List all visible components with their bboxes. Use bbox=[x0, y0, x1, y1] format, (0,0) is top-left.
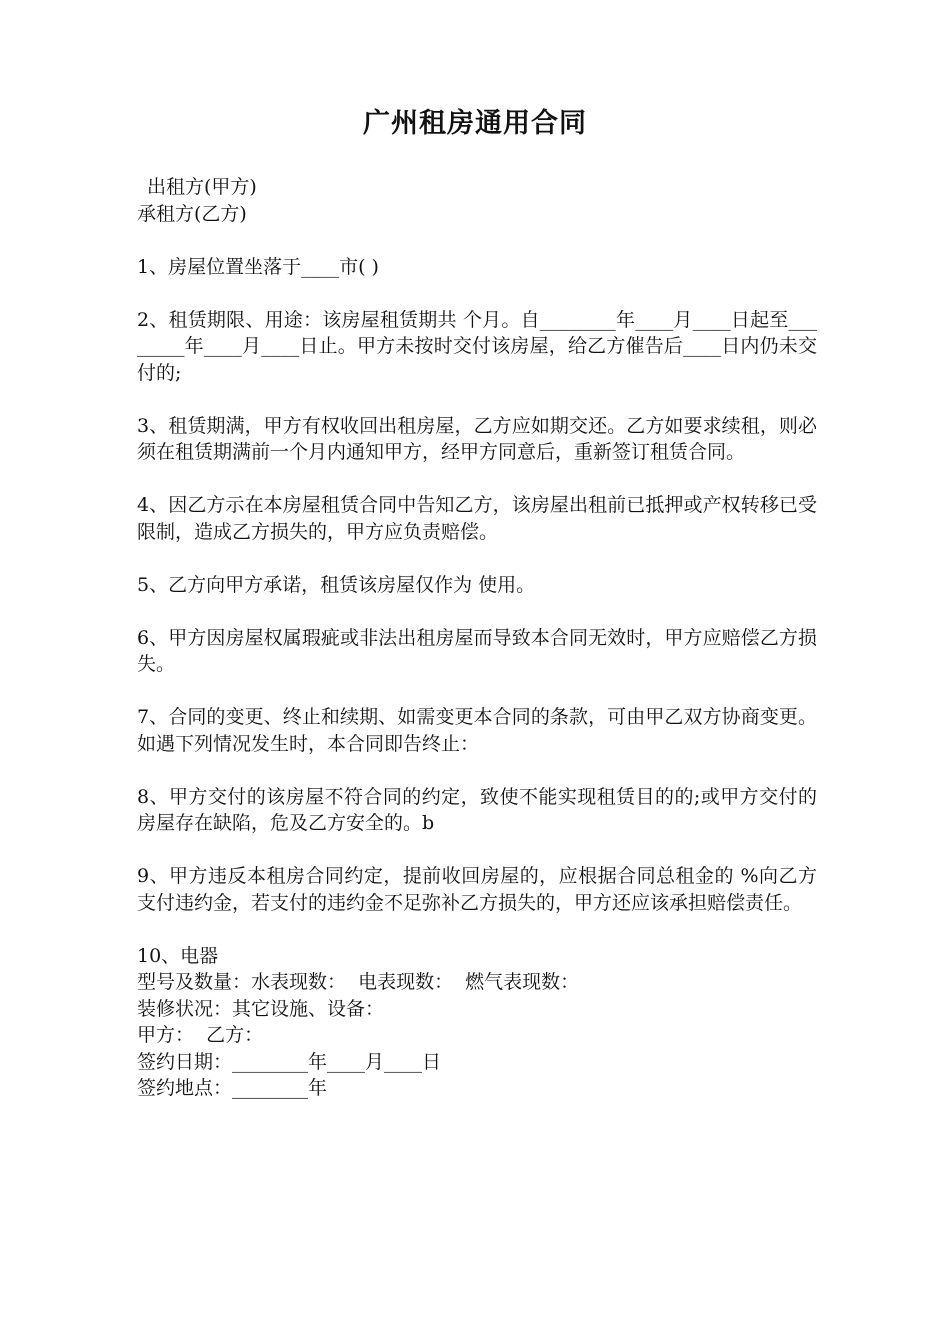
decoration-line: 装修状况：其它设施、设备： bbox=[137, 997, 385, 1020]
paragraph-gap bbox=[137, 227, 817, 254]
lessee-line: 承租方(乙方) bbox=[137, 202, 247, 225]
signatories-line: 甲方： 乙方： bbox=[137, 1024, 264, 1046]
clause-9: 9、甲方违反本租房合同约定，提前收回房屋的，应根据合同总租金的 %向乙方支付违约金，若支付的违约金不足弥补乙方损失的，甲方还应该承担赔偿责任。 bbox=[137, 865, 817, 914]
clause-4: 4、因乙方示在本房屋租赁合同中告知乙方，该房屋出租前已抵押或产权转移已受限制，造成乙方损失的，甲方应负责赔偿。 bbox=[137, 494, 817, 543]
paragraph-gap bbox=[137, 678, 817, 705]
clause-10-heading: 10、电器 bbox=[137, 944, 219, 967]
document-body bbox=[137, 174, 817, 1102]
sign-date-line: 签约日期：________年____月____日 bbox=[137, 1050, 442, 1073]
clause-8: 8、甲方交付的该房屋不符合同的约定，致使不能实现租赁目的的;或甲方交付的房屋存在缺陷，危及乙方安全的。b bbox=[137, 785, 817, 834]
document-title: 广州租房通用合同 bbox=[363, 108, 587, 139]
clause-1: 1、房屋位置坐落于____市( ) bbox=[137, 255, 379, 278]
paragraph-gap bbox=[137, 598, 817, 625]
paragraph-gap bbox=[137, 545, 817, 572]
clause-7: 7、合同的变更、终止和续期、如需变更本合同的条款，可由甲乙双方协商变更。如遇下列情况发生时，本合同即告终止： bbox=[137, 706, 817, 755]
clause-5: 5、乙方向甲方承诺，租赁该房屋仅作为 使用。 bbox=[137, 573, 536, 596]
lessor-line: 出租方(甲方) bbox=[147, 176, 257, 198]
clause-2: 2、租赁期限、用途：该房屋租赁期共 个月。自________年____月____日起至________年____月____日止。甲方未按时交付该房屋，给乙方催告后____日内仍未交付的; bbox=[137, 308, 817, 384]
paragraph-gap bbox=[137, 757, 817, 784]
paragraph-gap bbox=[137, 386, 817, 413]
paragraph-gap bbox=[137, 837, 817, 864]
meters-line: 型号及数量：水表现数： 电表现数： 燃气表现数： bbox=[137, 971, 580, 993]
paragraph-gap bbox=[137, 280, 817, 307]
clause-6: 6、甲方因房屋权属瑕疵或非法出租房屋而导致本合同无效时，甲方应赔偿乙方损失。 bbox=[137, 626, 817, 675]
paragraph-gap bbox=[137, 466, 817, 493]
sign-place-line: 签约地点：________年 bbox=[137, 1077, 328, 1099]
clause-3: 3、租赁期满，甲方有权收回出租房屋，乙方应如期交还。乙方如要求续租，则必须在租赁期满前一个月内通知甲方，经甲方同意后，重新签订租赁合同。 bbox=[137, 414, 817, 463]
paragraph-gap bbox=[137, 916, 817, 943]
